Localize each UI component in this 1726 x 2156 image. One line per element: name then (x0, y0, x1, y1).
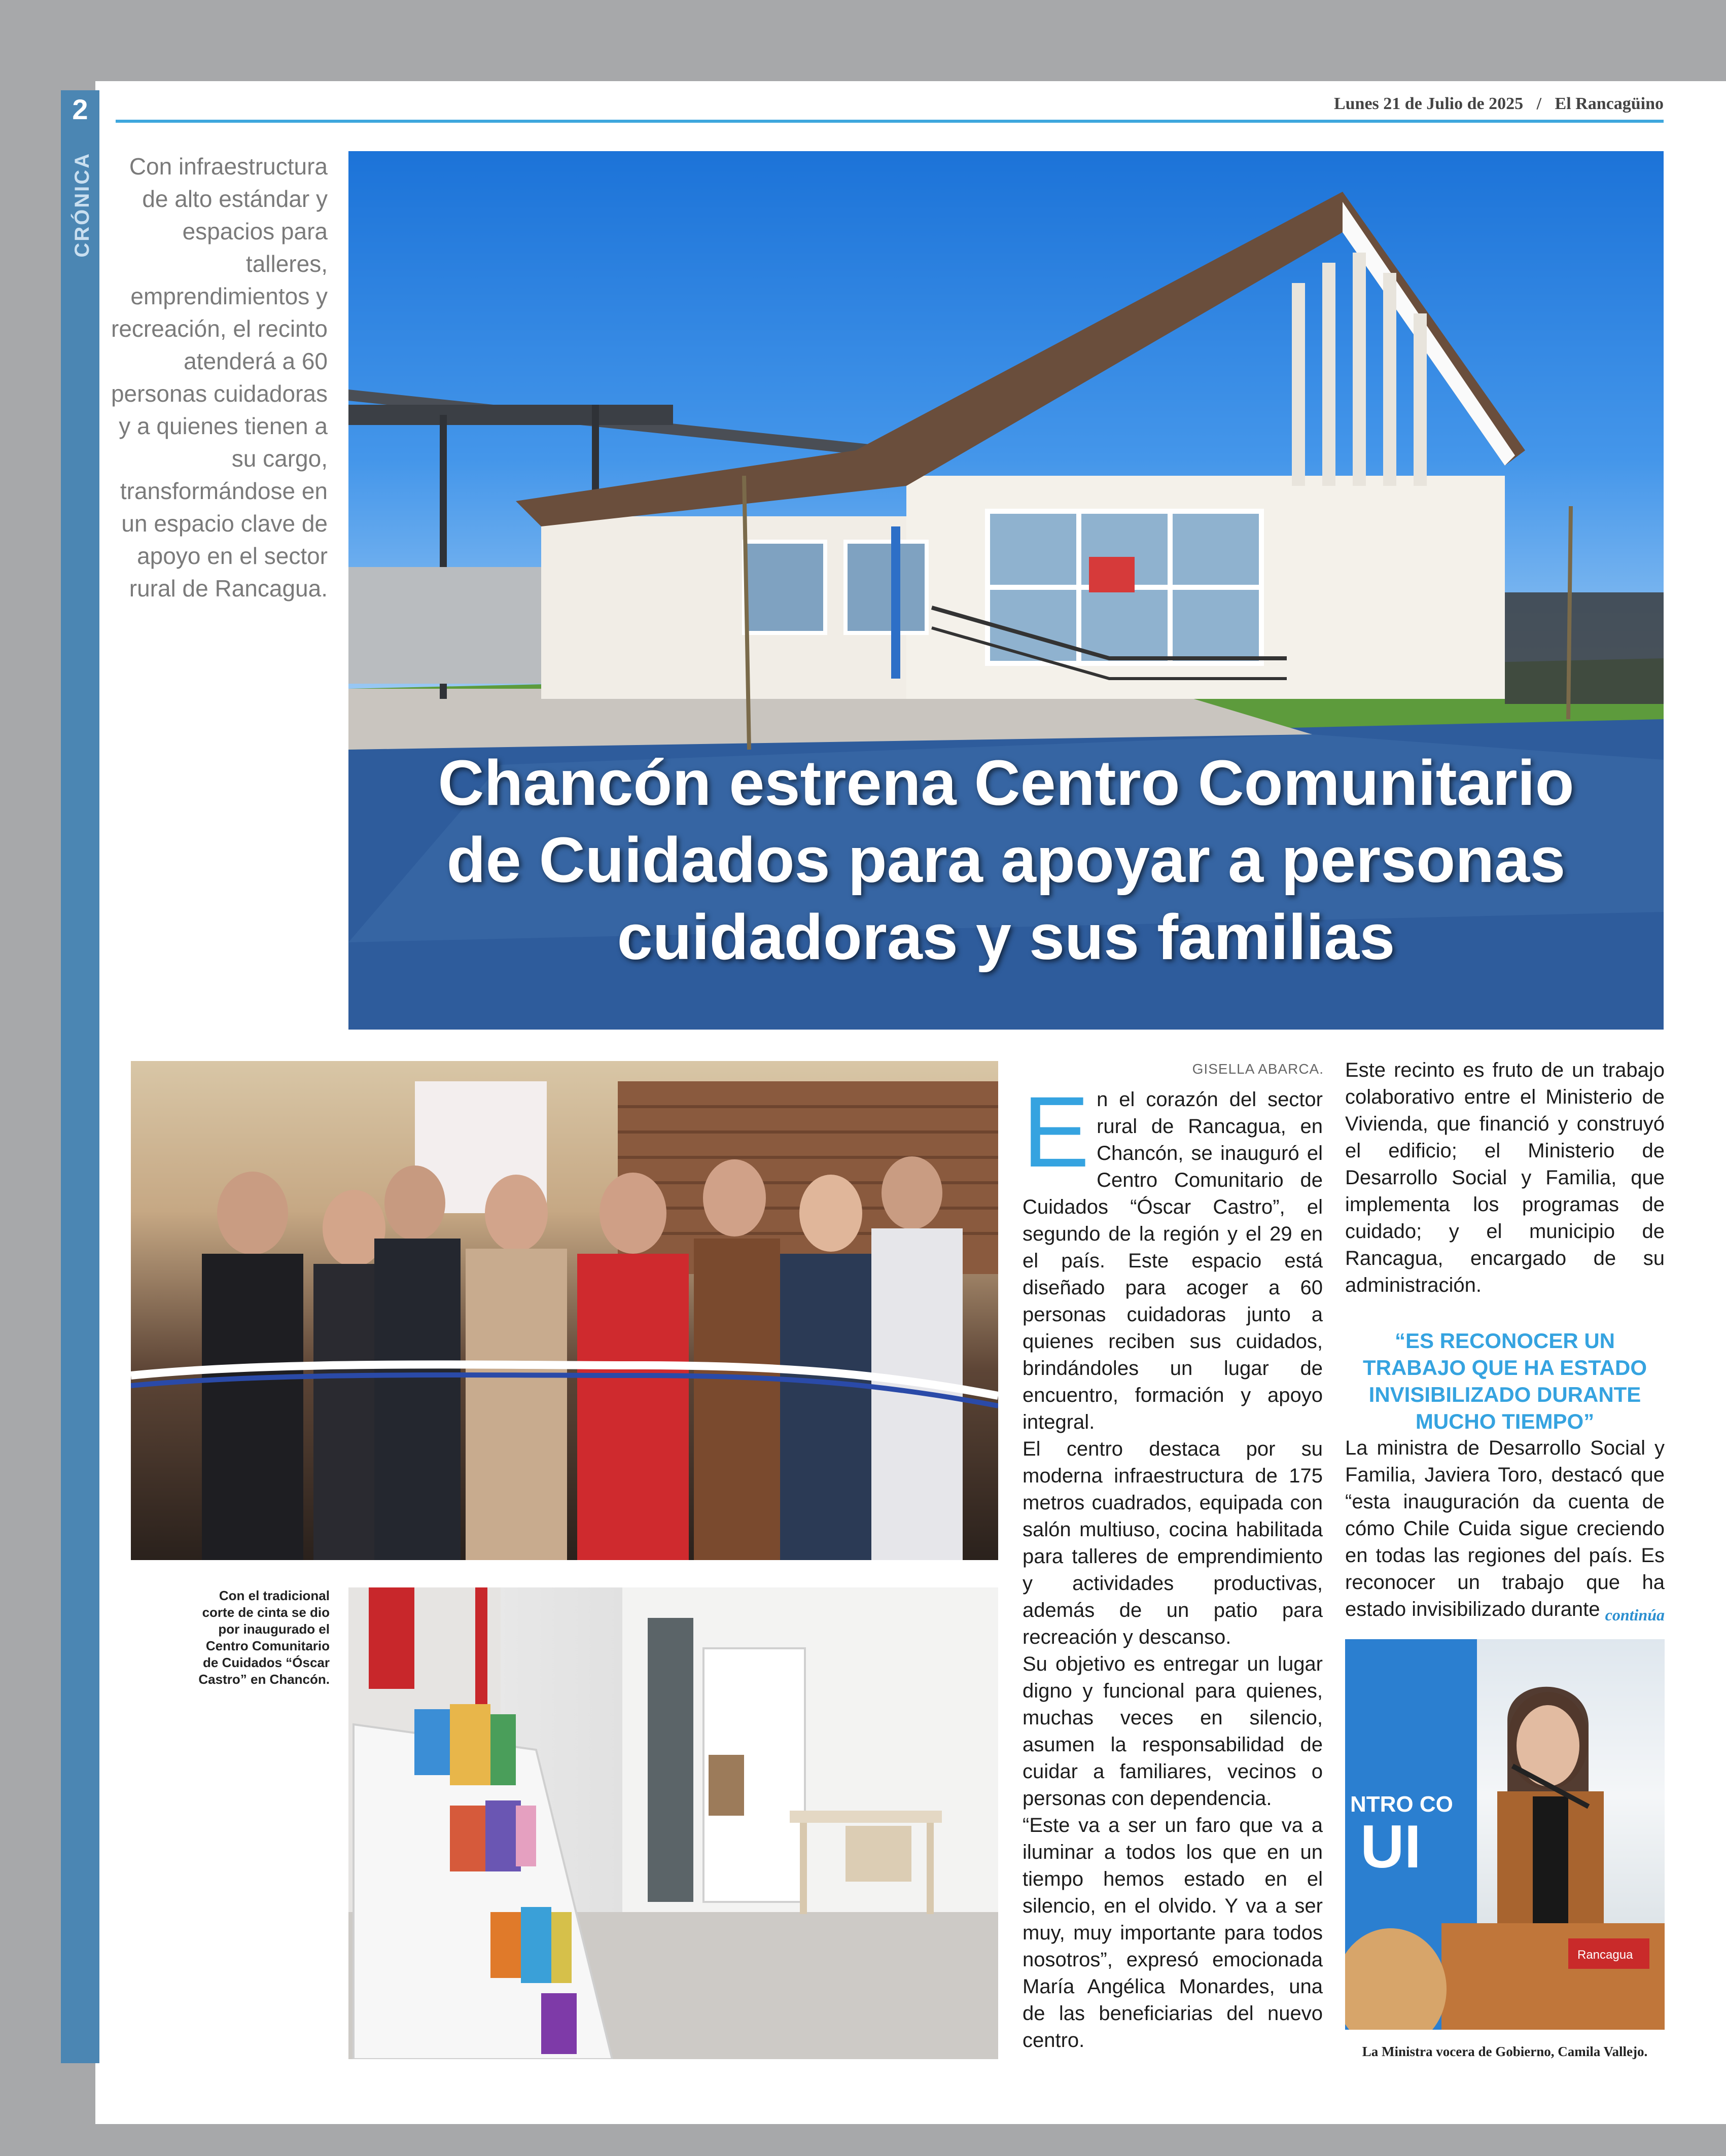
page-margin-bottom (0, 2124, 1726, 2156)
byline: GISELLA ABARCA. (1192, 1061, 1324, 1077)
article-paragraph-2: El centro destaca por su moderna infraestructura de 175 metros cuadrados, equipada con salón multiuso, cocina habilitada para talleres de emprendimiento y actividades productivas, además de un patio para recreación y descanso. (1023, 1438, 1323, 1648)
headline (348, 745, 1664, 976)
sign-text-2: UI (1360, 1813, 1421, 1881)
interior-room-photo (348, 1587, 998, 2059)
issue-date: Lunes 21 de Julio de 2025 (1333, 94, 1524, 113)
header-dateline (1217, 94, 1664, 114)
podium-logo: Rancagua (1577, 1948, 1633, 1962)
interior-room-illustration (348, 1587, 998, 2059)
ribbon-photo-caption: Con el tradicional corte de cinta se dio por inaugurado el Centro Comunitario de Cuidados “Óscar Castro” en Chancón. (198, 1588, 330, 1687)
intro-lede: Con infraestructura de alto estándar y espacios para talleres, emprendimientos y recreación, el recinto atenderá a 60 personas cuidadoras y a quienes tienen a su cargo, transformándose en un espacio clave de apoyo en el sector rural de Rancagua. (111, 153, 328, 602)
page-margin-top (0, 0, 1726, 81)
ribbon-cutting-photo (131, 1061, 998, 1560)
headline-line-3: cuidadoras y sus familias (617, 901, 1395, 973)
sign-text: NTRO CO (1350, 1792, 1453, 1817)
section-side-strip (61, 90, 99, 2063)
section-label: CRÓNICA (71, 152, 93, 258)
hero-photo (348, 151, 1664, 1030)
minister-photo (1345, 1639, 1665, 2030)
minister-illustration (1345, 1639, 1665, 2030)
publication-name: El Rancagüino (1555, 94, 1664, 113)
dateline-separator: / (1536, 94, 1542, 113)
headline-line-2: de Cuidados para apoyar a personas (446, 824, 1566, 896)
article-paragraph-3: Su objetivo es entregar un lugar digno y funcional para quienes, muchas veces en silencio, asumen la responsabilidad de cuidar a familiares, vecinos o personas con dependencia. (1023, 1653, 1323, 1810)
article-paragraph-6: La ministra de Desarrollo Social y Familia, Javiera Toro, destacó que “esta inauguración da cuenta de cómo Chile Cuida sigue creciendo en todas las regiones del país. Es reconocer un trabajo que ha estado invisibilizado durante (1345, 1437, 1665, 1620)
continues-marker: continúa (1605, 1606, 1665, 1624)
page-number: 2 (72, 93, 88, 125)
article-paragraph-5: Este recinto es fruto de un trabajo colaborativo entre el Ministerio de Vivienda, que financió y construyó el edificio; el Ministerio de Desarrollo Social y Familia, que implementa los programas de cuidado; y el municipio de Rancagua, encargado de su administración. (1345, 1059, 1665, 1296)
article-subheading: “ES RECONOCER UN TRABAJO QUE HA ESTADO INVISIBILIZADO DURANTE MUCHO TIEMPO” (1362, 1329, 1647, 1433)
article-column-2 (1345, 1057, 1665, 1623)
minister-photo-caption: La Ministra vocera de Gobierno, Camila Vallejo. (1362, 2044, 1648, 2059)
header-rule (116, 120, 1664, 123)
headline-line-1: Chancón estrena Centro Comunitario (438, 747, 1574, 819)
article-column-1 (1023, 1076, 1323, 2054)
drop-cap: E (1023, 1076, 1090, 1188)
ribbon-cutting-illustration (131, 1061, 998, 1560)
article-paragraph-4: “Este va a ser un faro que va a iluminar a todos los que en un tiempo hemos estado en el silencio, en el olvido. Y va a ser muy, muy importante para todos nosotros”, expresó emocionada María Angélica Monardes, una de las beneficiarias del nuevo centro. (1023, 1814, 1323, 2052)
article-paragraph-1: n el corazón del sector rural de Rancagua, en Chancón, se inauguró el Centro Comunitario de Cuidados “Óscar Castro”, el segundo de la región y el 29 en el país. Este espacio está diseñado para acoger a 60 personas cuidadoras junto a quienes reciben sus cuidados, brindándoles un lugar de encuentro, formación y apoyo integral. (1023, 1088, 1323, 1433)
